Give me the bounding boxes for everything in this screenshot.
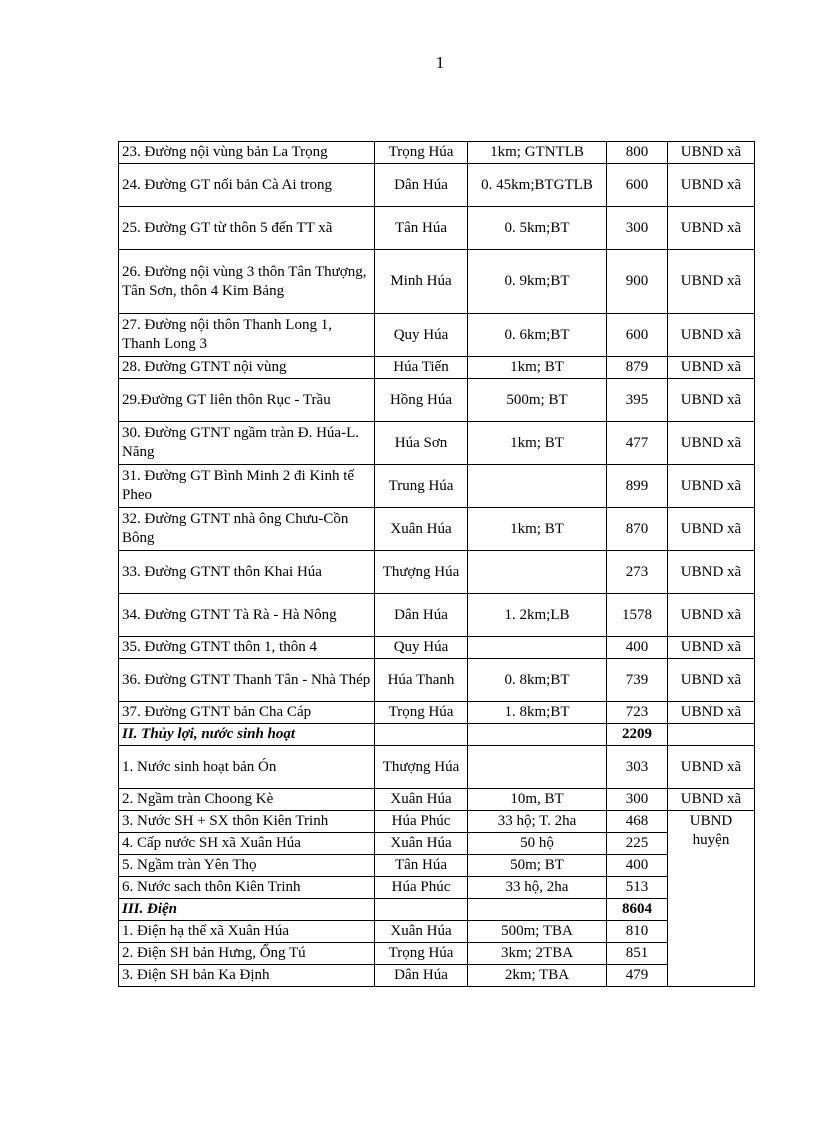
table-row: [119, 164, 755, 207]
project-scale: [468, 724, 607, 746]
project-location: Hồng Húa: [375, 379, 468, 422]
project-scale: 1. 2km;LB: [468, 594, 607, 637]
table-row: [119, 314, 755, 357]
project-name: 5. Ngầm tràn Yên Thọ: [119, 855, 375, 877]
project-scale: 33 hộ, 2ha: [468, 877, 607, 899]
project-location: Húa Phúc: [375, 811, 468, 833]
project-value: 477: [607, 422, 668, 465]
table-row: [119, 833, 755, 855]
table-row: [119, 551, 755, 594]
project-location: Dân Húa: [375, 594, 468, 637]
project-table: [118, 141, 755, 987]
project-owner: UBND xã: [668, 357, 755, 379]
project-owner: UBND xã: [668, 142, 755, 164]
project-name: 2. Điện SH bản Hưng, Ổng Tú: [119, 943, 375, 965]
project-scale: 3km; 2TBA: [468, 943, 607, 965]
project-value: 1578: [607, 594, 668, 637]
project-scale: [468, 899, 607, 921]
project-owner: UBND xã: [668, 379, 755, 422]
project-owner: UBND xã: [668, 250, 755, 314]
project-location: Húa Thanh: [375, 659, 468, 702]
project-value: 225: [607, 833, 668, 855]
table-row: [119, 943, 755, 965]
project-location: Trọng Húa: [375, 943, 468, 965]
project-location: Trọng Húa: [375, 702, 468, 724]
table-row: [119, 811, 755, 833]
table-row: [119, 465, 755, 508]
project-owner: UBND xã: [668, 164, 755, 207]
project-name: 26. Đường nội vùng 3 thôn Tân Thượng, Tân Sơn, thôn 4 Kim Bảng: [119, 250, 375, 314]
project-scale: 1km; GTNTLB: [468, 142, 607, 164]
project-location: Trung Húa: [375, 465, 468, 508]
table-row: [119, 746, 755, 789]
project-name: 2. Ngầm tràn Choong Kè: [119, 789, 375, 811]
project-value: 303: [607, 746, 668, 789]
project-owner: UBND xã: [668, 465, 755, 508]
project-scale: 500m; BT: [468, 379, 607, 422]
section-total: 8604: [607, 899, 668, 921]
project-name: 32. Đường GTNT nhà ông Chưu-Cồn Bông: [119, 508, 375, 551]
project-location: [375, 899, 468, 921]
project-location: Thượng Húa: [375, 551, 468, 594]
project-location: Trọng Húa: [375, 142, 468, 164]
project-scale: 0. 5km;BT: [468, 207, 607, 250]
project-owner: UBND xã: [668, 702, 755, 724]
project-value: 879: [607, 357, 668, 379]
project-name: 34. Đường GTNT Tà Rà - Hà Nông: [119, 594, 375, 637]
project-name: 23. Đường nội vùng bản La Trọng: [119, 142, 375, 164]
project-owner: UBND xã: [668, 207, 755, 250]
project-name: 37. Đường GTNT bản Cha Cáp: [119, 702, 375, 724]
table-row: [119, 702, 755, 724]
project-location: Dân Húa: [375, 965, 468, 987]
project-owner: UBND xã: [668, 422, 755, 465]
section-row: [119, 724, 755, 746]
project-value: 800: [607, 142, 668, 164]
table-row: [119, 659, 755, 702]
section-row: [119, 899, 755, 921]
table-row: [119, 877, 755, 899]
section-title: III. Điện: [119, 899, 375, 921]
project-scale: 50 hộ: [468, 833, 607, 855]
project-name: 27. Đường nội thôn Thanh Long 1, Thanh Long 3: [119, 314, 375, 357]
project-name: 3. Nước SH + SX thôn Kiên Trinh: [119, 811, 375, 833]
project-location: Xuân Húa: [375, 789, 468, 811]
project-owner: UBND xã: [668, 746, 755, 789]
table-row: [119, 142, 755, 164]
project-location: Xuân Húa: [375, 921, 468, 943]
project-value: 513: [607, 877, 668, 899]
project-location: Thượng Húa: [375, 746, 468, 789]
project-location: Minh Húa: [375, 250, 468, 314]
project-scale: 1. 8km;BT: [468, 702, 607, 724]
table-row: [119, 594, 755, 637]
project-name: 30. Đường GTNT ngầm tràn Đ. Húa-L. Năng: [119, 422, 375, 465]
project-scale: 0. 8km;BT: [468, 659, 607, 702]
project-value: 870: [607, 508, 668, 551]
table-row: [119, 357, 755, 379]
project-value: 723: [607, 702, 668, 724]
project-location: Húa Phúc: [375, 877, 468, 899]
table-row: [119, 250, 755, 314]
project-name: 33. Đường GTNT thôn Khai Húa: [119, 551, 375, 594]
project-scale: 2km; TBA: [468, 965, 607, 987]
project-value: 851: [607, 943, 668, 965]
section-title: II. Thủy lợi, nước sinh hoạt: [119, 724, 375, 746]
table-row: [119, 637, 755, 659]
project-value: 900: [607, 250, 668, 314]
project-name: 25. Đường GT từ thôn 5 đến TT xã: [119, 207, 375, 250]
table-row: [119, 379, 755, 422]
page-number: 1: [435, 53, 445, 72]
project-scale: 50m; BT: [468, 855, 607, 877]
project-location: Húa Sơn: [375, 422, 468, 465]
project-scale: 1km; BT: [468, 508, 607, 551]
project-location: Dân Húa: [375, 164, 468, 207]
table-row: [119, 422, 755, 465]
project-value: 300: [607, 789, 668, 811]
project-value: 300: [607, 207, 668, 250]
table-row: [119, 965, 755, 987]
project-name: 31. Đường GT Bình Minh 2 đi Kinh tế Pheo: [119, 465, 375, 508]
project-owner: UBND xã: [668, 314, 755, 357]
table-row: [119, 508, 755, 551]
project-location: Quy Húa: [375, 314, 468, 357]
project-value: 600: [607, 164, 668, 207]
project-name: 6. Nước sach thôn Kiên Trinh: [119, 877, 375, 899]
project-owner: UBND xã: [668, 637, 755, 659]
project-location: Húa Tiến: [375, 357, 468, 379]
project-scale: 10m, BT: [468, 789, 607, 811]
table-row: [119, 207, 755, 250]
project-value: 899: [607, 465, 668, 508]
project-name: 35. Đường GTNT thôn 1, thôn 4: [119, 637, 375, 659]
project-name: 3. Điện SH bản Ka Định: [119, 965, 375, 987]
project-owner: UBND xã: [668, 789, 755, 811]
project-name: 4. Cấp nước SH xã Xuân Húa: [119, 833, 375, 855]
project-value: 810: [607, 921, 668, 943]
project-value: 739: [607, 659, 668, 702]
table-row: [119, 921, 755, 943]
project-owner: UBND xã: [668, 594, 755, 637]
table-row: [119, 855, 755, 877]
project-name: 24. Đường GT nối bản Cà Ai trong: [119, 164, 375, 207]
project-scale: [468, 465, 607, 508]
project-location: [375, 724, 468, 746]
project-value: 400: [607, 637, 668, 659]
project-scale: 1km; BT: [468, 357, 607, 379]
project-scale: 0. 45km;BTGTLB: [468, 164, 607, 207]
project-name: 28. Đường GTNT nội vùng: [119, 357, 375, 379]
project-location: Tân Húa: [375, 855, 468, 877]
project-scale: 1km; BT: [468, 422, 607, 465]
project-value: 600: [607, 314, 668, 357]
project-owner: UBND xã: [668, 508, 755, 551]
project-value: 395: [607, 379, 668, 422]
project-value: 479: [607, 965, 668, 987]
project-scale: 500m; TBA: [468, 921, 607, 943]
project-owner: [668, 724, 755, 746]
project-location: Quy Húa: [375, 637, 468, 659]
project-scale: [468, 746, 607, 789]
project-location: Xuân Húa: [375, 508, 468, 551]
project-owner: UBND xã: [668, 659, 755, 702]
project-name: 1. Điện hạ thế xã Xuân Húa: [119, 921, 375, 943]
project-name: 1. Nước sinh hoạt bản Ón: [119, 746, 375, 789]
project-value: 468: [607, 811, 668, 833]
project-value: 400: [607, 855, 668, 877]
project-value: 273: [607, 551, 668, 594]
project-scale: 0. 9km;BT: [468, 250, 607, 314]
section-total: 2209: [607, 724, 668, 746]
project-name: 29.Đường GT liên thôn Rục - Trầu: [119, 379, 375, 422]
project-name: 36. Đường GTNT Thanh Tân - Nhà Thép: [119, 659, 375, 702]
project-location: Tân Húa: [375, 207, 468, 250]
project-scale: 33 hộ; T. 2ha: [468, 811, 607, 833]
project-scale: [468, 637, 607, 659]
project-owner: UBND huyện: [668, 811, 755, 987]
project-scale: [468, 551, 607, 594]
table-row: [119, 789, 755, 811]
project-location: Xuân Húa: [375, 833, 468, 855]
project-owner: UBND xã: [668, 551, 755, 594]
project-scale: 0. 6km;BT: [468, 314, 607, 357]
